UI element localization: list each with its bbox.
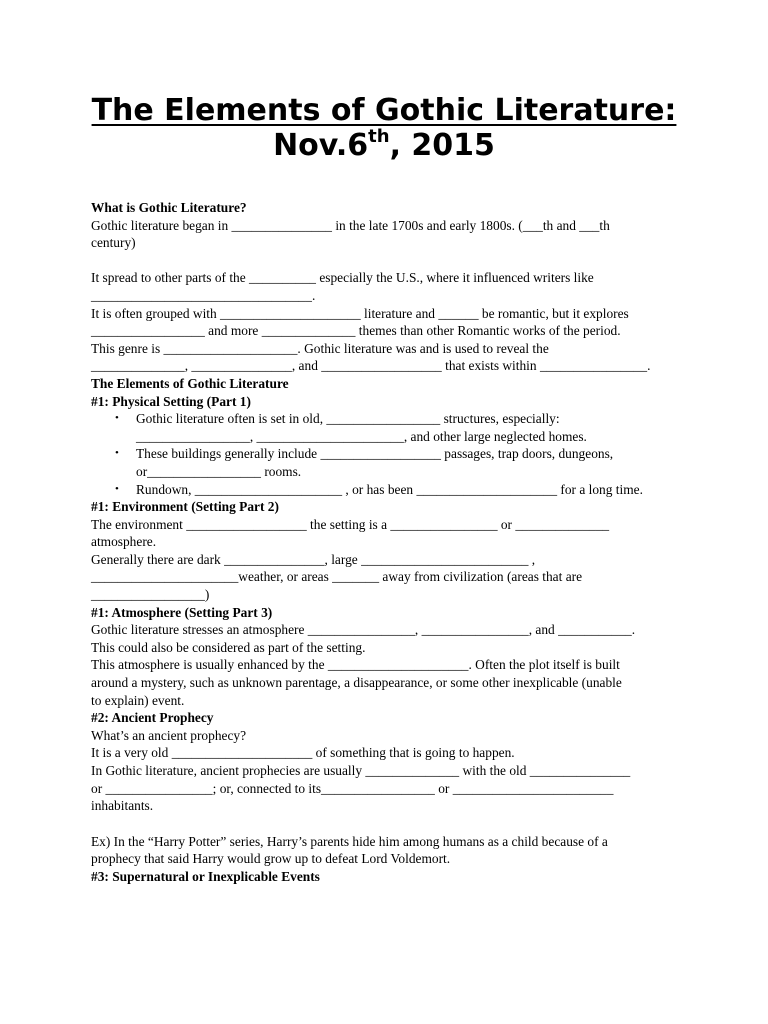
text-line: _________________ and more ______________ themes than other Romantic works of the period.	[91, 323, 621, 339]
text-line: It spread to other parts of the __________ especially the U.S., where it influenced writers like	[91, 270, 594, 286]
bullet-icon: •	[115, 412, 119, 425]
text-line: In Gothic literature, ancient prophecies are usually ______________ with the old _______________	[91, 763, 631, 778]
section-heading-elements: The Elements of Gothic Literature	[91, 375, 289, 391]
list-item-continuation	[115, 428, 691, 446]
text-line: atmosphere.	[91, 534, 157, 550]
title-line1: The Elements of Gothic Literature:	[91, 93, 677, 128]
text-line: ______________________weather, or areas _______ away from civilization (areas that are	[91, 569, 583, 585]
list-item-text: These buildings generally include __________________ passages, trap doors, dungeons,	[136, 446, 614, 462]
text-line: This could also be considered as part of the setting.	[91, 639, 366, 655]
page-date	[0, 128, 768, 168]
worksheet-body	[91, 199, 691, 886]
text-line: The environment __________________ the setting is a ________________ or ______________	[91, 516, 610, 532]
list-item-continuation	[115, 463, 691, 481]
text-line: ______________, _______________, and __________________ that exists within ________________.	[91, 358, 651, 374]
section-heading-atmosphere: #1: Atmosphere (Setting Part 3)	[91, 604, 273, 620]
example-line: prophecy that said Harry would grow up to defeat Lord Voldemort.	[91, 851, 451, 867]
section-heading-supernatural: #3: Supernatural or Inexplicable Events	[91, 868, 320, 884]
physical-setting-list	[91, 410, 691, 498]
text-line: Generally there are dark _______________, large _________________________ ,	[91, 551, 536, 567]
page-title	[0, 93, 768, 129]
text-line: It is often grouped with _____________________ literature and ______ be romantic, but it explores	[91, 305, 629, 321]
bullet-icon: •	[115, 447, 119, 460]
list-item-text: or_________________ rooms.	[136, 463, 302, 479]
list-item-text: Rundown, ______________________ , or has been _____________________ for a long time.	[136, 481, 643, 497]
section-heading-prophecy: #2: Ancient Prophecy	[91, 710, 214, 726]
text-line: This atmosphere is usually enhanced by the _____________________. Often the plot itself is built	[91, 657, 620, 673]
date-superscript: th	[368, 126, 390, 147]
text-line: _________________)	[91, 587, 210, 603]
section-heading-physical-setting: #1: Physical Setting (Part 1)	[91, 393, 251, 409]
list-item	[115, 445, 691, 463]
text-line: This genre is ____________________. Gothic literature was and is used to reveal the	[91, 340, 549, 356]
example-line: Ex) In the “Harry Potter” series, Harry’s parents hide him among humans as a child because of a	[91, 833, 608, 849]
list-item-text: Gothic literature often is set in old, _________________ structures, especially:	[136, 411, 560, 427]
section-heading-environment: #1: Environment (Setting Part 2)	[91, 499, 279, 515]
bullet-icon: •	[115, 482, 119, 495]
text-line: century)	[91, 235, 136, 251]
text-line: It is a very old _____________________ of something that is going to happen.	[91, 745, 515, 761]
date-main: Nov.6	[273, 128, 369, 163]
text-line: What’s an ancient prophecy?	[91, 727, 247, 743]
list-item	[115, 410, 691, 428]
text-line: around a mystery, such as unknown parentage, a disappearance, or some other inexplicable (unable	[91, 675, 622, 691]
text-line: Gothic literature began in _______________ in the late 1700s and early 1800s. (___th and ___th	[91, 217, 610, 233]
text-line: or ________________; or, connected to its_________________ or ________________________	[91, 780, 614, 796]
list-item	[115, 481, 691, 499]
text-line: Gothic literature stresses an atmosphere ________________, ________________, and ___________.	[91, 622, 636, 638]
text-line: to explain) event.	[91, 692, 185, 708]
text-line: _________________________________.	[91, 287, 316, 303]
text-line: inhabitants.	[91, 798, 154, 814]
date-year: , 2015	[389, 128, 495, 163]
section-heading-intro: What is Gothic Literature?	[91, 200, 247, 215]
list-item-text: _________________, ______________________, and other large neglected homes.	[136, 428, 587, 444]
